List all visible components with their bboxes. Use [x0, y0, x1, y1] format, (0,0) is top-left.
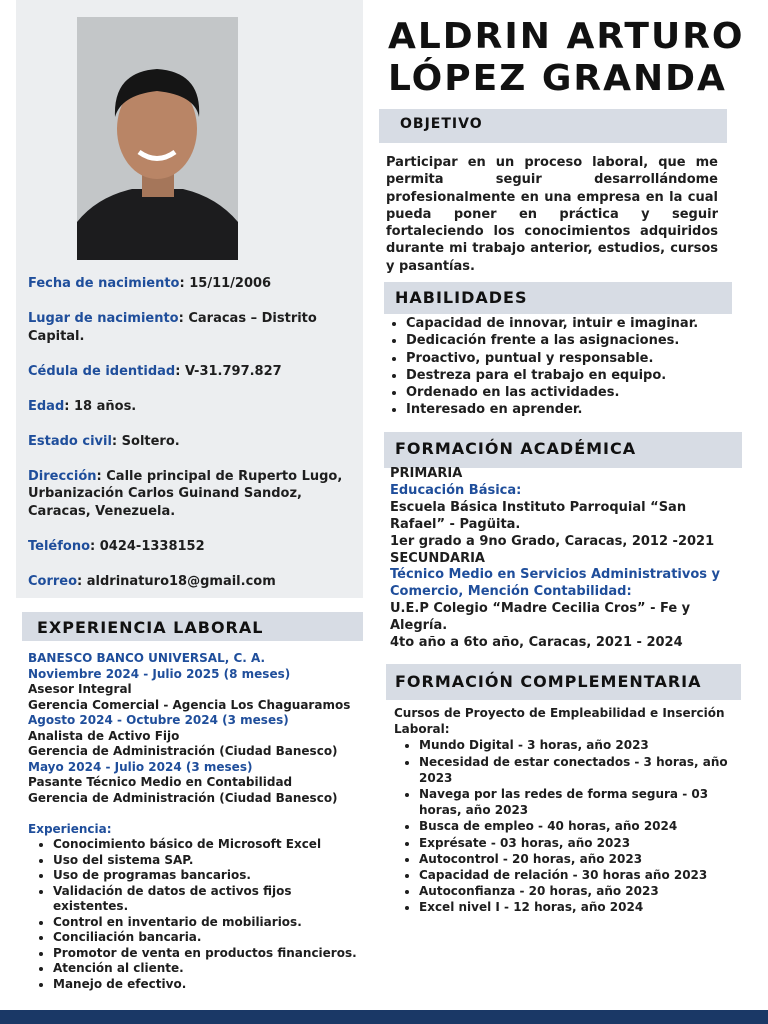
job-period: Agosto 2024 - Octubre 2024 (3 meses)	[28, 713, 289, 727]
list-item: • Interesado en aprender.	[406, 401, 736, 418]
secondary-degree: Técnico Medio en Servicios Administrativos y Comercio, Mención Contabilidad:	[390, 567, 721, 600]
job-unit: Gerencia Comercial - Agencia Los Chaguaramos	[28, 697, 351, 712]
info-age: Edad: 18 años.	[28, 398, 137, 414]
objective-text: Participar en un proceso laboral, que me permita seguir desarrollándome profesionalmente en una empresa en la cual pueda poner en práctica y seguir fortaleciendo los conocimientos adquiridos durante mi trabajo anterior, estudios, cursos y pasantías.	[386, 155, 718, 274]
list-item: • Busca de empleo - 40 horas, año 2024	[419, 818, 739, 834]
experience-section	[28, 651, 368, 992]
company-name: BANESCO BANCO UNIVERSAL, C. A.	[28, 651, 266, 665]
list-item: • Uso del sistema SAP.	[53, 853, 368, 869]
primary-heading: PRIMARIA	[390, 466, 463, 481]
list-item: • Destreza para el trabajo en equipo.	[406, 367, 736, 384]
list-item: • Conciliación bancaria.	[53, 930, 368, 946]
full-name	[388, 16, 758, 100]
footer-bar	[0, 1010, 768, 1024]
profile-photo	[77, 17, 238, 260]
info-civil-status: Estado civil: Soltero.	[28, 433, 180, 449]
experience-list-title: Experiencia:	[28, 821, 112, 836]
list-item: • Excel nivel I - 12 horas, año 2024	[419, 899, 739, 915]
secondary-heading: SECUNDARIA	[390, 550, 485, 566]
list-item: • Validación de datos de activos fijos existentes.	[53, 884, 368, 915]
primary-degree: Educación Básica:	[390, 482, 522, 498]
name-line-2: LÓPEZ GRANDA	[388, 58, 727, 99]
list-item: • Conocimiento básico de Microsoft Excel	[53, 837, 368, 853]
list-item: • Atención al cliente.	[53, 961, 368, 977]
job-role: Asesor Integral	[28, 682, 132, 696]
complementary-section	[394, 705, 739, 916]
objective-header: OBJETIVO	[379, 109, 727, 143]
job-unit: Gerencia de Administración (Ciudad Banesco)	[28, 790, 338, 805]
info-id: Cédula de identidad: V-31.797.827	[28, 363, 282, 379]
personal-info	[28, 275, 358, 608]
academic-header: FORMACIÓN ACADÉMICA	[384, 432, 742, 468]
list-item: • Proactivo, puntual y responsable.	[406, 350, 736, 367]
complementary-intro: Cursos de Proyecto de Empleabilidad e Inserción Laboral:	[394, 706, 725, 737]
list-item: • Exprésate - 03 horas, año 2023	[419, 835, 739, 851]
complementary-header: FORMACIÓN COMPLEMENTARIA	[386, 664, 741, 700]
info-phone: Teléfono: 0424-1338152	[28, 538, 205, 554]
job-role: Analista de Activo Fijo	[28, 728, 180, 743]
list-item: • Promotor de venta en productos financieros.	[53, 946, 368, 962]
job-period: Mayo 2024 - Julio 2024 (3 meses)	[28, 759, 253, 774]
list-item: • Dedicación frente a las asignaciones.	[406, 332, 736, 349]
primary-period: 1er grado a 9no Grado, Caracas, 2012 -2021	[390, 533, 715, 549]
primary-school: Escuela Básica Instituto Parroquial “San Rafael” - Pagüita.	[390, 499, 687, 532]
list-item: • Control en inventario de mobiliarios.	[53, 915, 368, 931]
info-birthplace: Lugar de nacimiento: Caracas – Distrito Capital.	[28, 311, 317, 344]
academic-section	[390, 466, 740, 652]
info-address: Dirección: Calle principal de Ruperto Lugo, Urbanización Carlos Guinand Sandoz, Caracas, Venezuela.	[28, 468, 343, 519]
job-period: Noviembre 2024 - Julio 2025 (8 meses)	[28, 666, 291, 681]
list-item: • Capacidad de relación - 30 horas año 2023	[419, 867, 739, 883]
list-item: • Autoconfianza - 20 horas, año 2023	[419, 883, 739, 899]
list-item: • Capacidad de innovar, intuir e imaginar.	[406, 315, 736, 332]
skills-list	[386, 315, 736, 419]
name-line-1: ALDRIN ARTURO	[388, 16, 745, 57]
job-role: Pasante Técnico Medio en Contabilidad	[28, 775, 293, 789]
list-item: • Manejo de efectivo.	[53, 977, 368, 993]
spacer	[28, 806, 368, 822]
info-email: Correo: aldrinaturo18@gmail.com	[28, 573, 276, 589]
list-item: • Necesidad de estar conectados - 3 horas, año 2023	[419, 754, 739, 786]
job-unit: Gerencia de Administración (Ciudad Banesco)	[28, 744, 338, 758]
experience-header: EXPERIENCIA LABORAL	[22, 612, 363, 641]
secondary-school: U.E.P Colegio “Madre Cecilia Cros” - Fe y Alegría.	[390, 601, 691, 634]
list-item: • Ordenado en las actividades.	[406, 384, 736, 401]
secondary-period: 4to año a 6to año, Caracas, 2021 - 2024	[390, 635, 683, 651]
list-item: • Uso de programas bancarios.	[53, 868, 368, 884]
list-item: • Autocontrol - 20 horas, año 2023	[419, 851, 739, 867]
skills-header: HABILIDADES	[384, 282, 732, 314]
list-item: • Mundo Digital - 3 horas, año 2023	[419, 737, 739, 753]
info-birthdate: Fecha de nacimiento: 15/11/2006	[28, 276, 272, 291]
list-item: • Navega por las redes de forma segura - 03 horas, año 2023	[419, 786, 739, 818]
